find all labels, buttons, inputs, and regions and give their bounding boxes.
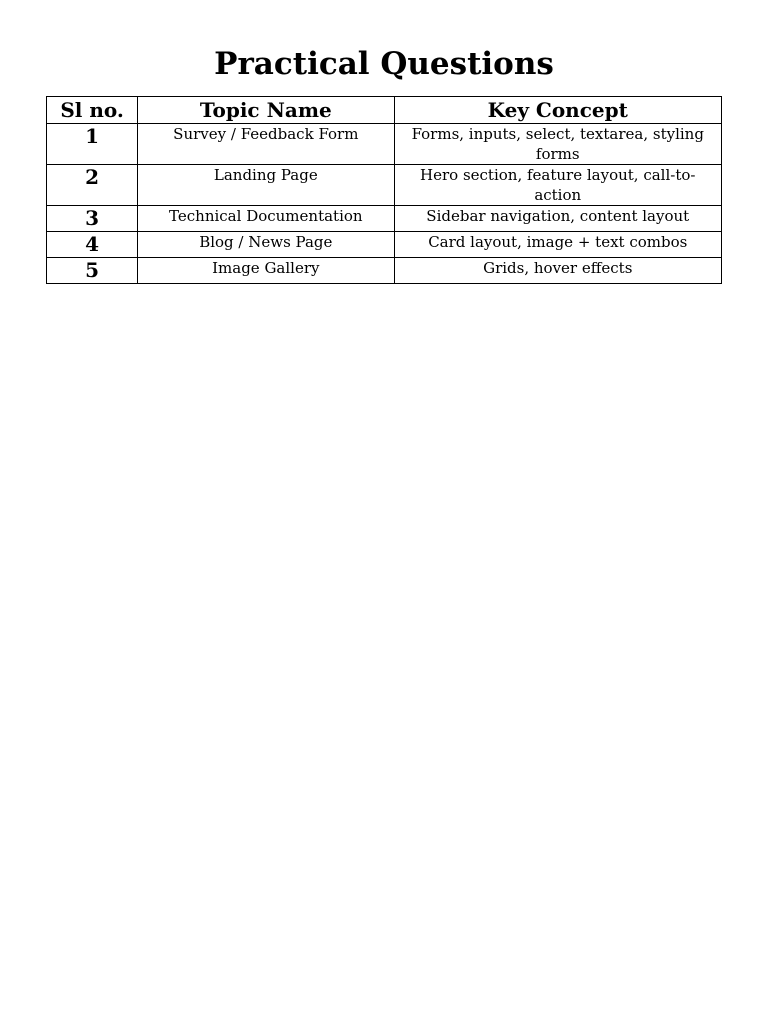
concept-cell: Forms, inputs, select, textarea, styling forms — [394, 124, 722, 165]
topic-cell: Survey / Feedback Form — [138, 124, 394, 165]
topic-cell: Blog / News Page — [138, 232, 394, 258]
header-sl-no: Sl no. — [47, 97, 138, 124]
topic-cell: Image Gallery — [138, 258, 394, 284]
concept-cell: Grids, hover effects — [394, 258, 722, 284]
topic-cell: Technical Documentation — [138, 206, 394, 232]
questions-table — [46, 96, 722, 284]
topic-cell: Landing Page — [138, 165, 394, 206]
table-row — [47, 206, 722, 232]
table-row — [47, 232, 722, 258]
page-title: Practical Questions — [214, 46, 554, 82]
header-key-concept: Key Concept — [394, 97, 722, 124]
sl-no-cell: 2 — [47, 165, 138, 206]
concept-cell: Card layout, image + text combos — [394, 232, 722, 258]
table-row — [47, 165, 722, 206]
sl-no-cell: 5 — [47, 258, 138, 284]
concept-cell: Sidebar navigation, content layout — [394, 206, 722, 232]
concept-cell: Hero section, feature layout, call-to-action — [394, 165, 722, 206]
sl-no-cell: 3 — [47, 206, 138, 232]
table-row — [47, 124, 722, 165]
table-header-row — [47, 97, 722, 124]
header-topic-name: Topic Name — [138, 97, 394, 124]
sl-no-cell: 1 — [47, 124, 138, 165]
table-row — [47, 258, 722, 284]
sl-no-cell: 4 — [47, 232, 138, 258]
